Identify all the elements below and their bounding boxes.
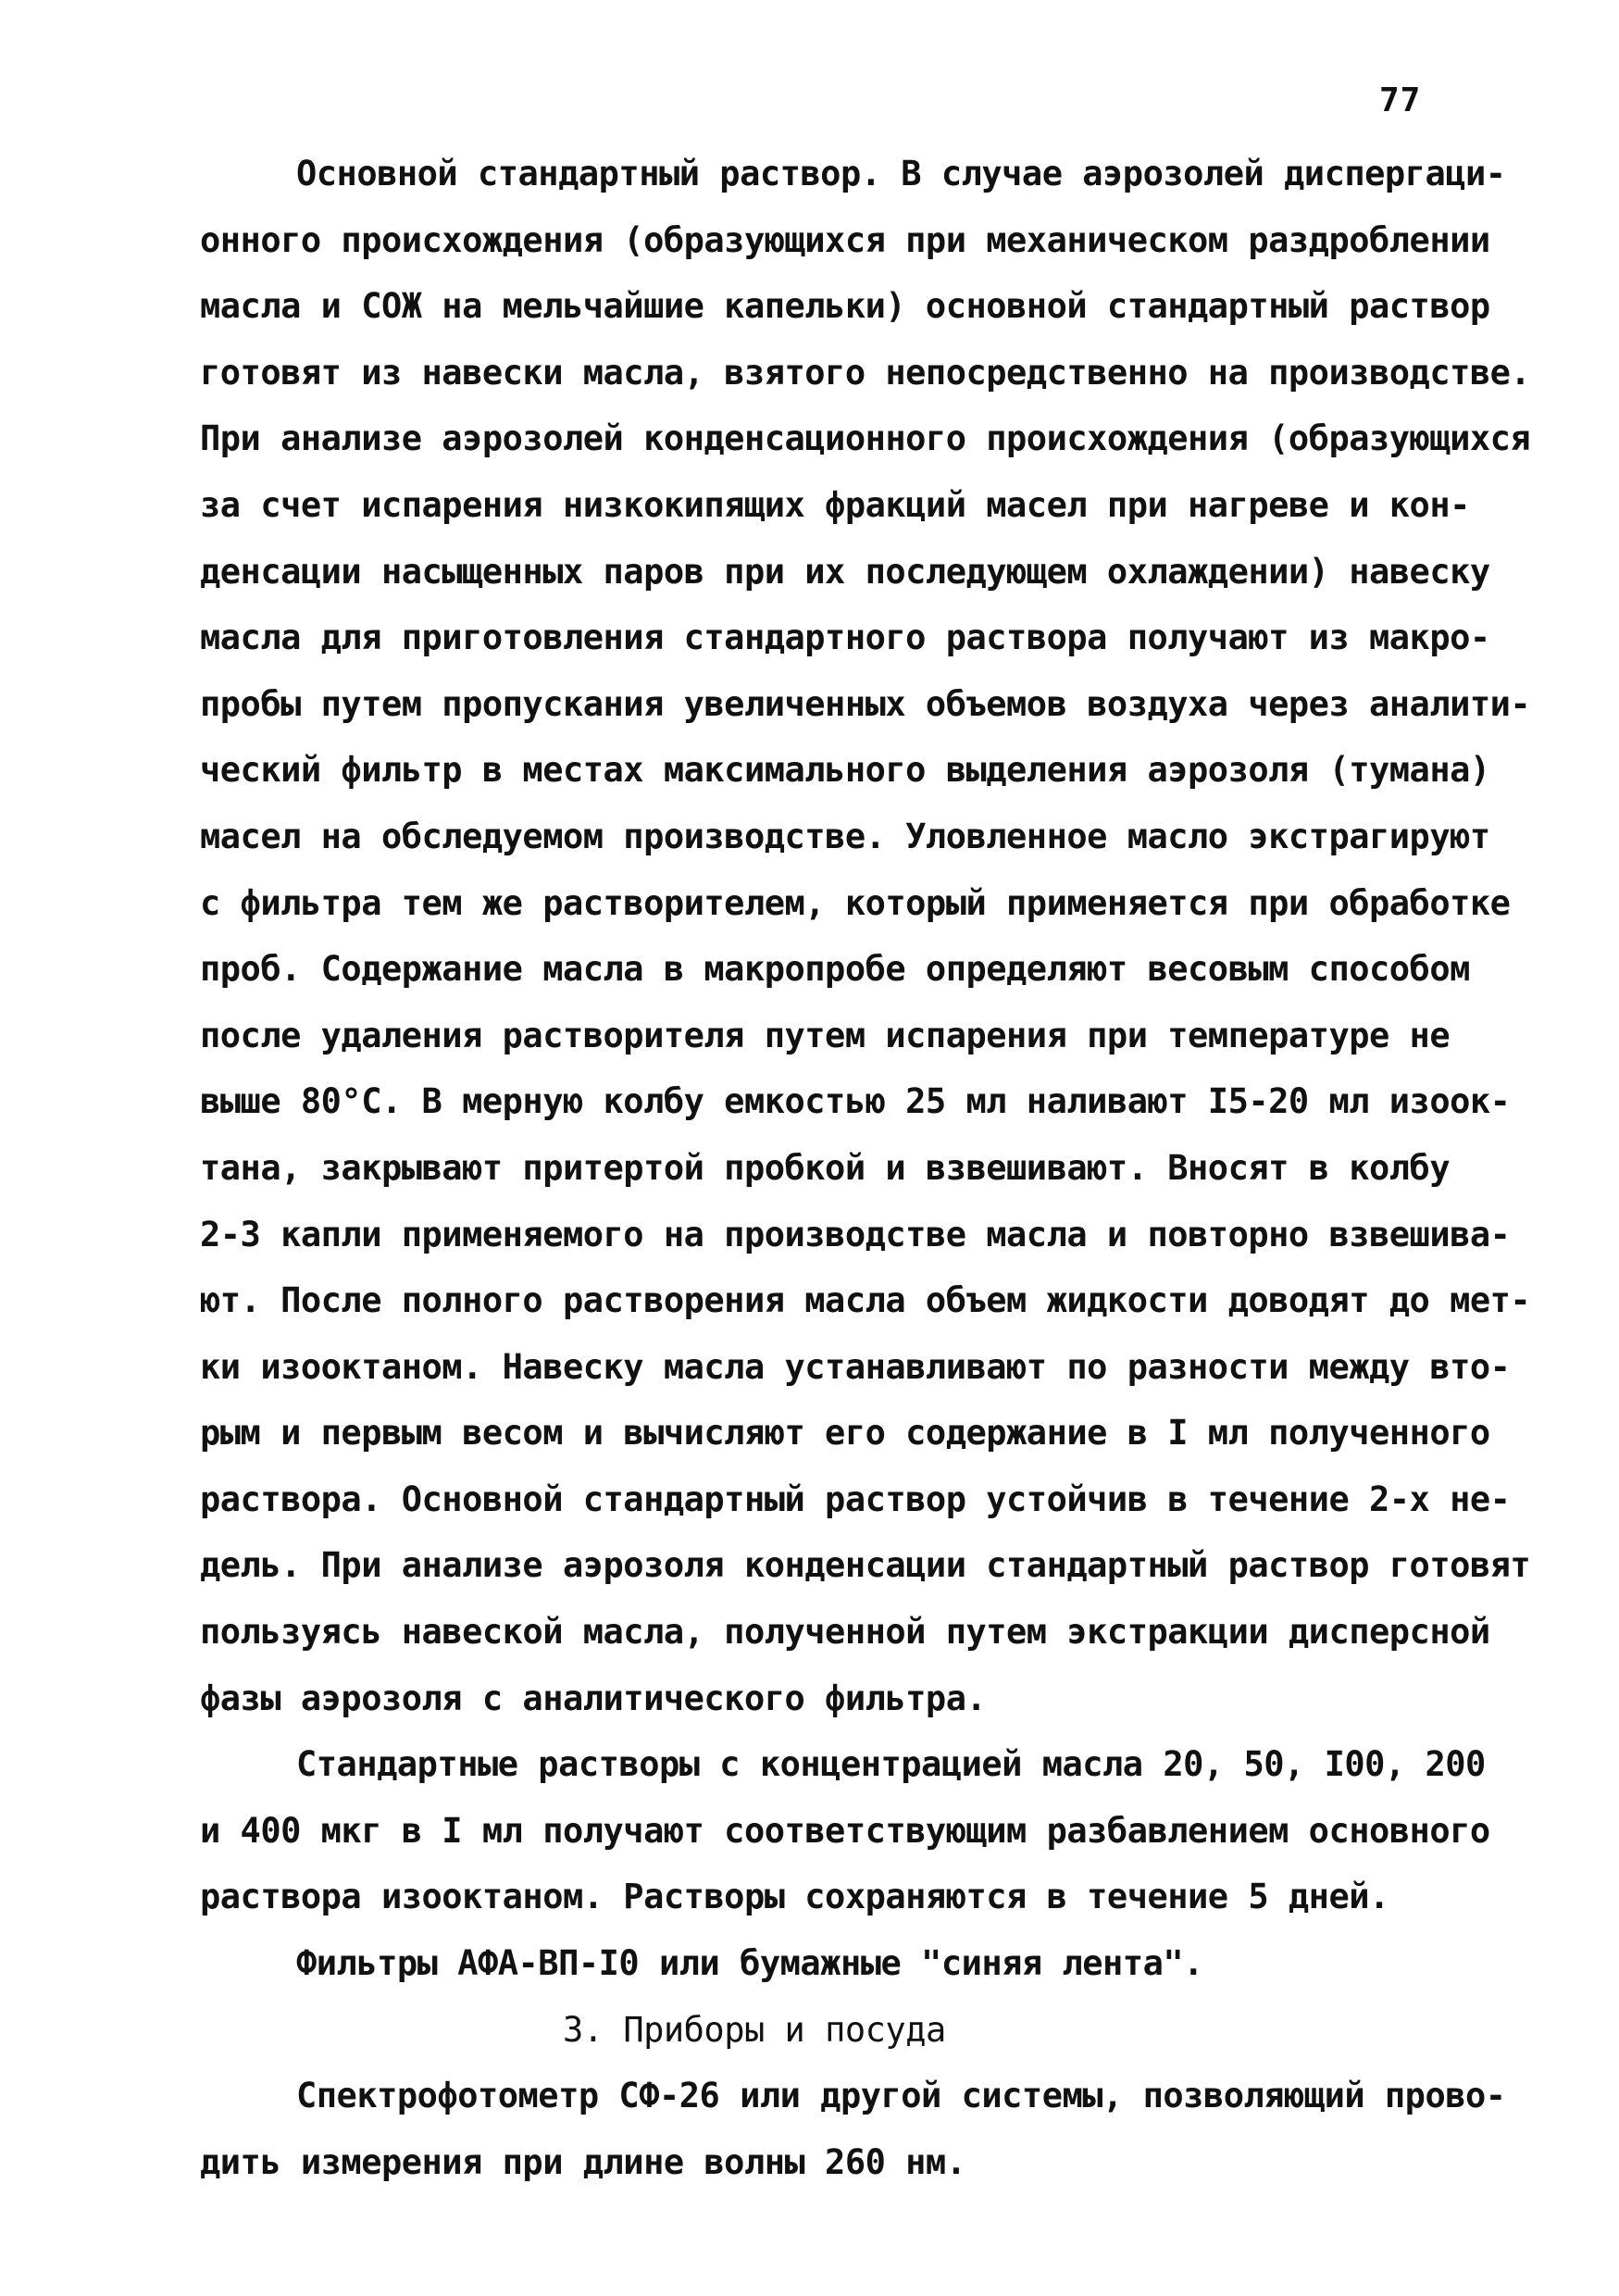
- paragraph-1-line-22: дель. При анализе аэрозоля конденсации стандартный раствор готовят: [200, 1545, 1531, 1586]
- paragraph-1-line-14: после удаления растворителя путем испарения при температуре не: [200, 1015, 1451, 1055]
- paragraph-1-line-24: фазы аэрозоля с аналитического фильтра.: [200, 1678, 987, 1718]
- page-number: 77: [1379, 81, 1422, 119]
- paragraph-1-line-3: масла и СОЖ на мельчайшие капельки) основной стандартный раствор: [200, 286, 1490, 327]
- paragraph-1-line-10: ческий фильтр в местах максимального выделения аэрозоля (тумана): [200, 750, 1490, 791]
- final-paragraph-line-1: Спектрофотометр СФ-26 или другой системы, позволяющий прово-: [296, 2076, 1506, 2116]
- final-paragraph-line-2: дить измерения при длине волны 260 нм.: [200, 2141, 966, 2182]
- paragraph-1-line-13: проб. Содержание масла в макропробе определяют весовым способом: [200, 949, 1470, 990]
- paragraph-1-line-16: тана, закрывают притертой пробкой и взвешивают. Вносят в колбу: [200, 1147, 1451, 1188]
- paragraph-1-line-7: денсации насыщенных паров при их последующем охлаждении) навеску: [200, 551, 1490, 592]
- paragraph-2-line-1: Стандартные растворы с концентрацией масла 20, 50, I00, 200: [296, 1744, 1486, 1785]
- paragraph-1-line-5: При анализе аэрозолей конденсационного происхождения (образующихся: [200, 418, 1531, 459]
- paragraph-1-line-18: ют. После полного растворения масла объем жидкости доводят до мет-: [200, 1280, 1531, 1321]
- section-heading: 3. Приборы и посуда: [563, 2009, 946, 2050]
- paragraph-2-line-2: и 400 мкг в I мл получают соответствующим разбавлением основного: [200, 1810, 1490, 1851]
- paragraph-3-line-1: Фильтры АФА-ВП-I0 или бумажные "синяя лента".: [296, 1943, 1203, 1984]
- paragraph-1-line-15: выше 80°С. В мерную колбу емкостью 25 мл наливают I5-20 мл изоок-: [200, 1081, 1511, 1122]
- paragraph-1-line-23: пользуясь навеской масла, полученной путем экстракции дисперсной: [200, 1612, 1490, 1653]
- paragraph-1-line-17: 2-3 капли применяемого на производстве масла и повторно взвешива-: [200, 1214, 1511, 1254]
- document-body: [200, 141, 1531, 2195]
- paragraph-1-line-20: рым и первым весом и вычисляют его содержание в I мл полученного: [200, 1413, 1490, 1454]
- paragraph-1-line-21: раствора. Основной стандартный раствор устойчив в течение 2-х не-: [200, 1479, 1511, 1519]
- paragraph-1-line-4: готовят из навески масла, взятого непосредственно на производстве.: [200, 352, 1531, 393]
- paragraph-1-line-19: ки изооктаном. Навеску масла устанавливают по разности между вто-: [200, 1346, 1511, 1387]
- paragraph-1-line-12: с фильтра тем же растворителем, который применяется при обработке: [200, 882, 1511, 923]
- paragraph-1-line-1: Основной стандартный раствор. В случае аэрозолей диспергаци-: [296, 154, 1506, 193]
- paragraph-1-line-6: за счет испарения низкокипящих фракций масел при нагреве и кон-: [200, 484, 1470, 525]
- paragraph-1-line-9: пробы путем пропускания увеличенных объемов воздуха через аналити-: [200, 683, 1531, 724]
- paragraph-1-line-11: масел на обследуемом производстве. Уловленное масло экстрагируют: [200, 816, 1490, 856]
- paragraph-2-line-3: раствора изооктаном. Растворы сохраняются в течение 5 дней.: [200, 1877, 1389, 1917]
- paragraph-1-line-2: онного происхождения (образующихся при механическом раздроблении: [200, 219, 1490, 260]
- paragraph-1-line-8: масла для приготовления стандартного раствора получают из макро-: [200, 618, 1490, 658]
